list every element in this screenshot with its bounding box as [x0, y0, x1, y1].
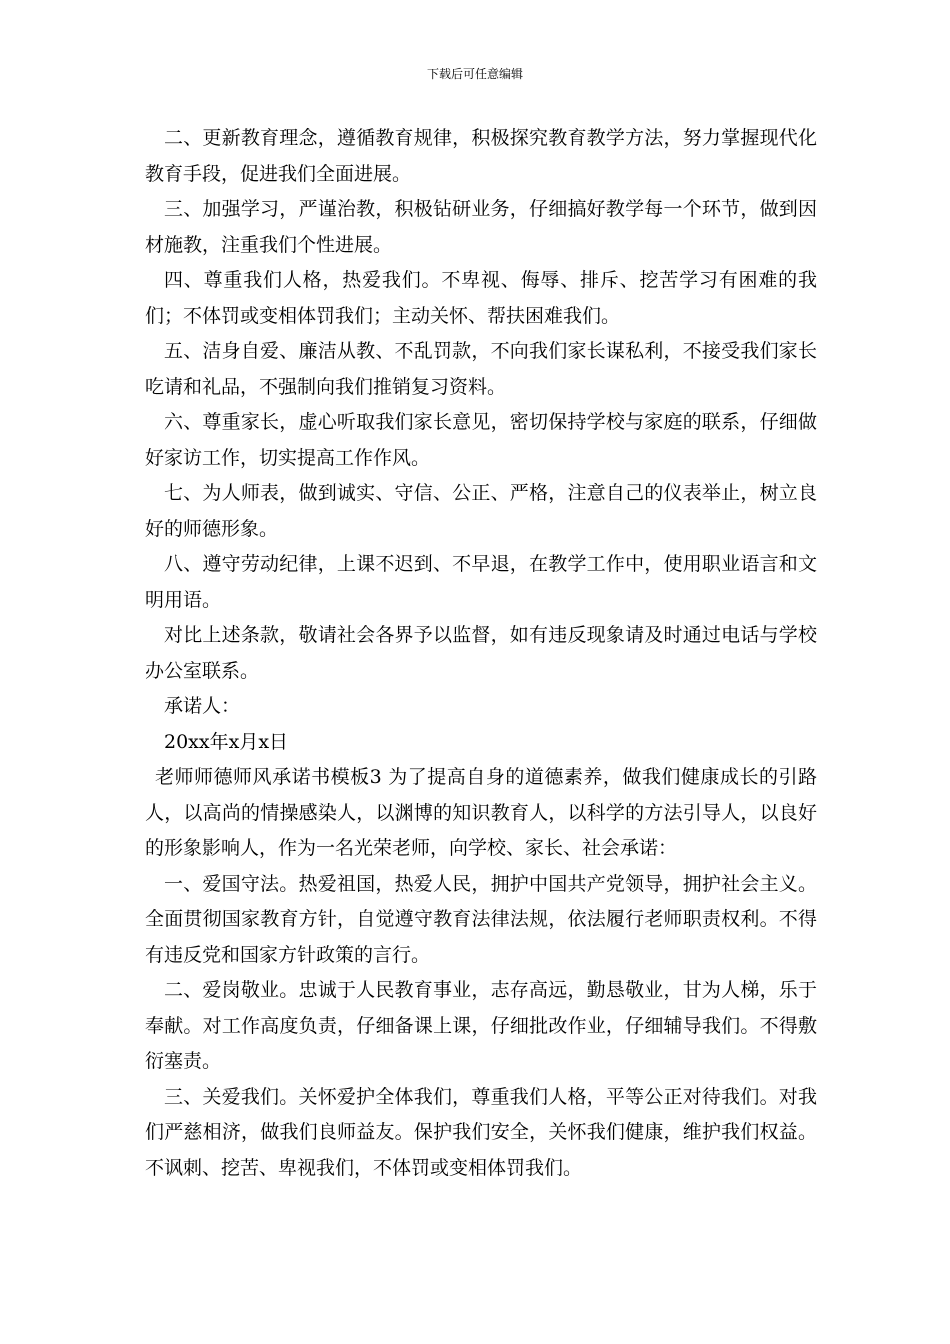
- paragraph-item-8: 八、遵守劳动纪律，上课不迟到、不早退，在教学工作中，使用职业语言和文明用语。: [145, 553, 817, 611]
- pledge-item-2: 二、爱岗敬业。忠诚于人民教育事业，志存高远，勤恳敬业，甘为人梯，乐于奉献。对工作高度负责，仔细备课上课，仔细批改作业，仔细辅导我们。不得敷衍塞责。: [145, 979, 817, 1072]
- pledge-item-3: 三、关爱我们。关怀爱护全体我们，尊重我们人格，平等公正对待我们。对我们严慈相济，做我们良师益友。保护我们安全，关怀我们健康，维护我们权益。不讽刺、挖苦、卑视我们，不体罚或变相体罚我们。: [145, 1085, 817, 1179]
- paragraph-item-2: 二、更新教育理念，遵循教育规律，积极探究教育教学方法，努力掌握现代化教育手段，促进我们全面进展。: [145, 127, 817, 185]
- paragraph-item-6: 六、尊重家长，虚心听取我们家长意见，密切保持学校与家庭的联系，仔细做好家访工作，切实提高工作作风。: [145, 411, 817, 469]
- pledge-item-1: 一、爱国守法。热爱祖国，热爱人民，拥护中国共产党领导，拥护社会主义。全面贯彻国家教育方针，自觉遵守教育法律法规，依法履行老师职责权利。不得有违反党和国家方针政策的言行。: [145, 872, 817, 966]
- supervision-paragraph: 对比上述条款，敬请社会各界予以监督，如有违反现象请及时通过电话与学校办公室联系。: [145, 624, 817, 682]
- signatory-line: 承诺人：: [164, 695, 241, 717]
- paragraph-item-3: 三、加强学习，严谨治教，积极钻研业务，仔细搞好教学每一个环节，做到因材施教，注重我们个性进展。: [145, 198, 817, 256]
- paragraph-item-5: 五、洁身自爱、廉洁从教、不乱罚款，不向我们家长谋私利，不接受我们家长吃请和礼品，不强制向我们推销复习资料。: [145, 340, 817, 398]
- paragraph-item-4: 四、尊重我们人格，热爱我们。不卑视、侮辱、排斥、挖苦学习有困难的我们；不体罚或变相体罚我们；主动关怀、帮扶困难我们。: [145, 269, 817, 327]
- paragraph-item-7: 七、为人师表，做到诚实、守信、公正、严格，注意自己的仪表举止，树立良好的师德形象。: [145, 482, 817, 540]
- date-line: 20xx年x月x日: [164, 730, 289, 753]
- template-3-intro: 老师师德师风承诺书模板3 为了提高自身的道德素养，做我们健康成长的引路人，以高尚的情操感染人，以渊博的知识教育人，以科学的方法引导人，以良好的形象影响人，作为一名光荣老师，向学校、家长、社会承诺：: [145, 766, 817, 859]
- page-header-note: 下载后可任意编辑: [426, 67, 523, 81]
- document-body: [145, 121, 817, 1186]
